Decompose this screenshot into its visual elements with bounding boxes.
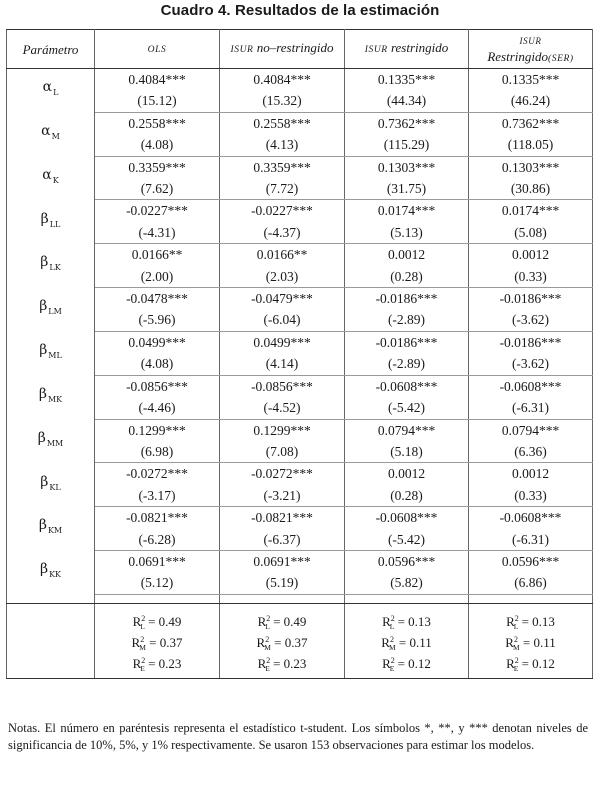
r-squared-cell: $R^2_E = 0.12$: [469, 654, 593, 679]
coefficient-cell: 0.0499***: [220, 331, 345, 353]
coefficient-cell: 0.2558***: [95, 112, 220, 134]
parameter-symbol: $\beta_{MK}$: [7, 375, 95, 419]
t-stat-cell: (6.86): [469, 572, 593, 594]
coefficient-cell: 0.0596***: [469, 550, 593, 572]
t-stat-cell: (-4.31): [95, 222, 220, 244]
coefficient-cell: -0.0227***: [220, 200, 345, 222]
t-stat-cell: (46.24): [469, 90, 593, 112]
table-notes: Notas. El número en paréntesis representa el estadístico t-student. Los símbolos *, **, y *** denotan niveles de significancia de 10%, 5%, y 1% respectivamente. Se usaron 153 observaciones para estimar los modelos.: [8, 721, 588, 752]
t-stat-cell: (-3.17): [95, 485, 220, 507]
t-stat-cell: (5.12): [95, 572, 220, 594]
coefficient-cell: -0.0821***: [220, 507, 345, 529]
t-stat-cell: (-6.37): [220, 529, 345, 551]
t-stat-cell: (-6.31): [469, 397, 593, 419]
parameter-symbol: $\beta_{KM}$: [7, 507, 95, 551]
r-squared-label-cell: [7, 654, 95, 679]
parameter-symbol: $\beta_{ML}$: [7, 331, 95, 375]
parameter-symbol: $\beta_{LM}$: [7, 288, 95, 332]
t-stat-cell: (5.19): [220, 572, 345, 594]
r-squared-cell: $R^2_L = 0.13$: [345, 612, 469, 633]
r-squared-cell: $R^2_E = 0.23$: [220, 654, 345, 679]
coefficient-cell: -0.0608***: [345, 507, 469, 529]
header-row: [7, 30, 593, 69]
r-squared-cell: $R^2_M = 0.37$: [95, 633, 220, 654]
coefficient-row: [7, 419, 593, 441]
t-stat-cell: (-4.37): [220, 222, 345, 244]
r-squared-cell: $R^2_L = 0.49$: [95, 612, 220, 633]
coefficient-cell: -0.0227***: [95, 200, 220, 222]
t-stat-cell: (2.03): [220, 266, 345, 288]
t-stat-cell: (7.08): [220, 441, 345, 463]
section-gap: [7, 603, 593, 612]
coefficient-cell: 0.1299***: [95, 419, 220, 441]
t-stat-cell: (-5.96): [95, 309, 220, 331]
r-squared-row: [7, 633, 593, 654]
coefficient-cell: 0.7362***: [469, 112, 593, 134]
t-stat-cell: (0.28): [345, 485, 469, 507]
t-stat-cell: (5.82): [345, 572, 469, 594]
header-isur-restricted: ISUR restringido: [345, 30, 469, 69]
coefficient-row: [7, 69, 593, 91]
coefficient-cell: -0.0608***: [469, 375, 593, 397]
t-stat-cell: (44.34): [345, 90, 469, 112]
coefficient-cell: 0.3359***: [220, 156, 345, 178]
coefficient-cell: 0.0596***: [345, 550, 469, 572]
coefficient-cell: -0.0272***: [220, 463, 345, 485]
coefficient-cell: -0.0608***: [345, 375, 469, 397]
parameter-symbol: $\alpha_M$: [7, 112, 95, 156]
table-title: Cuadro 4. Resultados de la estimación: [160, 2, 440, 19]
r-squared-row: [7, 654, 593, 679]
t-stat-cell: (4.13): [220, 134, 345, 156]
coefficient-row: [7, 375, 593, 397]
r-squared-cell: $R^2_L = 0.49$: [220, 612, 345, 633]
coefficient-row: [7, 331, 593, 353]
t-stat-row: [7, 90, 593, 112]
coefficient-cell: 0.0166**: [95, 244, 220, 266]
coefficient-cell: 0.4084***: [220, 69, 345, 91]
t-stat-cell: (-6.04): [220, 309, 345, 331]
t-stat-row: [7, 266, 593, 288]
t-stat-cell: (-3.62): [469, 353, 593, 375]
t-stat-cell: (4.08): [95, 353, 220, 375]
t-stat-cell: (5.18): [345, 441, 469, 463]
coefficient-cell: -0.0186***: [469, 288, 593, 310]
coefficient-cell: 0.0012: [345, 463, 469, 485]
coefficient-cell: 0.1303***: [469, 156, 593, 178]
t-stat-row: [7, 134, 593, 156]
r-squared-label-cell: [7, 612, 95, 633]
t-stat-cell: (-5.42): [345, 397, 469, 419]
t-stat-cell: (-6.28): [95, 529, 220, 551]
section-divider: [7, 594, 593, 603]
t-stat-cell: (5.08): [469, 222, 593, 244]
coefficient-cell: 0.0012: [469, 463, 593, 485]
coefficient-cell: 0.0794***: [345, 419, 469, 441]
coefficient-cell: -0.0856***: [220, 375, 345, 397]
t-stat-cell: (6.98): [95, 441, 220, 463]
table-body: [7, 69, 593, 679]
t-stat-cell: (-5.42): [345, 529, 469, 551]
coefficient-cell: 0.0174***: [469, 200, 593, 222]
header-ols: OLS: [95, 30, 220, 69]
t-stat-row: [7, 529, 593, 551]
t-stat-cell: (118.05): [469, 134, 593, 156]
t-stat-cell: (15.12): [95, 90, 220, 112]
parameter-symbol: $\alpha_K$: [7, 156, 95, 200]
coefficient-cell: -0.0478***: [95, 288, 220, 310]
t-stat-cell: (0.33): [469, 266, 593, 288]
coefficient-row: [7, 200, 593, 222]
coefficient-cell: -0.0821***: [95, 507, 220, 529]
coefficient-cell: -0.0186***: [469, 331, 593, 353]
parameter-symbol: $\beta_{MM}$: [7, 419, 95, 463]
coefficient-cell: 0.3359***: [95, 156, 220, 178]
r-squared-cell: $R^2_E = 0.12$: [345, 654, 469, 679]
estimation-table: [6, 29, 593, 679]
coefficient-cell: 0.0691***: [220, 550, 345, 572]
t-stat-row: [7, 178, 593, 200]
t-stat-cell: (-4.52): [220, 397, 345, 419]
t-stat-cell: (7.72): [220, 178, 345, 200]
parameter-symbol: $\beta_{KK}$: [7, 550, 95, 594]
r-squared-row: [7, 612, 593, 633]
coefficient-cell: 0.4084***: [95, 69, 220, 91]
coefficient-cell: 0.0012: [345, 244, 469, 266]
t-stat-cell: (2.00): [95, 266, 220, 288]
t-stat-cell: (7.62): [95, 178, 220, 200]
t-stat-cell: (-3.62): [469, 309, 593, 331]
r-squared-cell: $R^2_M = 0.37$: [220, 633, 345, 654]
header-isur-unrestricted: ISUR no–restringido: [220, 30, 345, 69]
r-squared-cell: $R^2_M = 0.11$: [469, 633, 593, 654]
parameter-symbol: $\beta_{KL}$: [7, 463, 95, 507]
t-stat-cell: (-2.89): [345, 309, 469, 331]
t-stat-cell: (0.33): [469, 485, 593, 507]
r-squared-cell: $R^2_M = 0.11$: [345, 633, 469, 654]
t-stat-cell: (-3.21): [220, 485, 345, 507]
t-stat-cell: (15.32): [220, 90, 345, 112]
coefficient-cell: 0.1303***: [345, 156, 469, 178]
coefficient-row: [7, 463, 593, 485]
t-stat-cell: (31.75): [345, 178, 469, 200]
r-squared-label-cell: [7, 633, 95, 654]
t-stat-cell: (4.14): [220, 353, 345, 375]
t-stat-row: [7, 309, 593, 331]
t-stat-row: [7, 353, 593, 375]
coefficient-cell: 0.0691***: [95, 550, 220, 572]
coefficient-cell: 0.1335***: [345, 69, 469, 91]
header-param: Parámetro: [7, 30, 95, 69]
t-stat-row: [7, 222, 593, 244]
t-stat-row: [7, 572, 593, 594]
coefficient-row: [7, 507, 593, 529]
t-stat-cell: (-4.46): [95, 397, 220, 419]
t-stat-row: [7, 441, 593, 463]
coefficient-cell: -0.0186***: [345, 288, 469, 310]
coefficient-cell: 0.1335***: [469, 69, 593, 91]
coefficient-cell: 0.2558***: [220, 112, 345, 134]
coefficient-row: [7, 156, 593, 178]
coefficient-row: [7, 288, 593, 310]
t-stat-cell: (6.36): [469, 441, 593, 463]
t-stat-row: [7, 485, 593, 507]
coefficient-cell: -0.0479***: [220, 288, 345, 310]
r-squared-cell: $R^2_L = 0.13$: [469, 612, 593, 633]
coefficient-cell: 0.7362***: [345, 112, 469, 134]
coefficient-cell: -0.0186***: [345, 331, 469, 353]
coefficient-cell: -0.0608***: [469, 507, 593, 529]
r-squared-cell: $R^2_E = 0.23$: [95, 654, 220, 679]
t-stat-cell: (-6.31): [469, 529, 593, 551]
coefficient-cell: -0.0856***: [95, 375, 220, 397]
coefficient-row: [7, 550, 593, 572]
t-stat-cell: (5.13): [345, 222, 469, 244]
coefficient-cell: 0.0174***: [345, 200, 469, 222]
coefficient-row: [7, 244, 593, 266]
t-stat-cell: (30.86): [469, 178, 593, 200]
t-stat-cell: (4.08): [95, 134, 220, 156]
header-isur-restricted-ser: ISUR Restringido(SER): [469, 30, 593, 69]
parameter-symbol: $\beta_{LL}$: [7, 200, 95, 244]
t-stat-row: [7, 397, 593, 419]
t-stat-cell: (-2.89): [345, 353, 469, 375]
coefficient-cell: 0.0499***: [95, 331, 220, 353]
coefficient-cell: 0.0012: [469, 244, 593, 266]
coefficient-cell: 0.1299***: [220, 419, 345, 441]
coefficient-cell: 0.0166**: [220, 244, 345, 266]
coefficient-row: [7, 112, 593, 134]
t-stat-cell: (0.28): [345, 266, 469, 288]
coefficient-cell: -0.0272***: [95, 463, 220, 485]
coefficient-cell: 0.0794***: [469, 419, 593, 441]
parameter-symbol: $\beta_{LK}$: [7, 244, 95, 288]
t-stat-cell: (115.29): [345, 134, 469, 156]
parameter-symbol: $\alpha_L$: [7, 69, 95, 113]
